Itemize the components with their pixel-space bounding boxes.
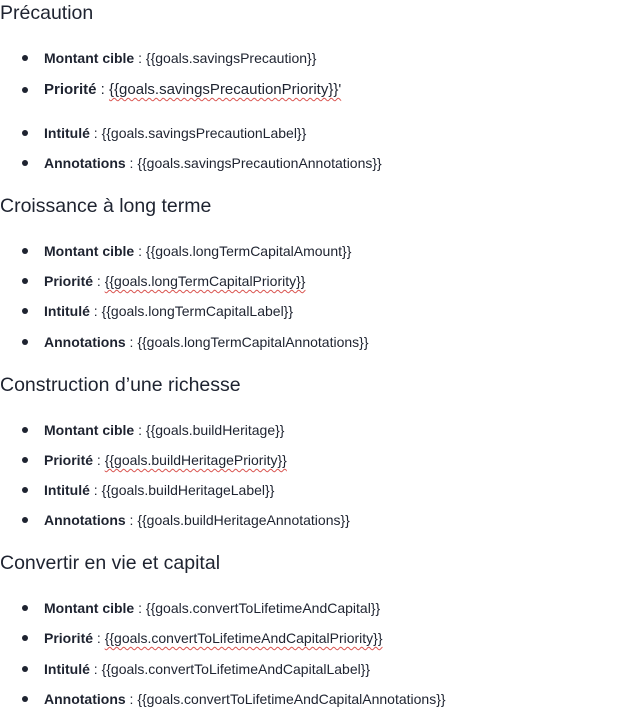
field-label: Annotations	[44, 512, 126, 528]
field-separator: :	[134, 243, 146, 259]
bullet-icon	[22, 666, 28, 672]
list-item	[22, 153, 382, 173]
field-separator: :	[125, 334, 138, 350]
bullet-icon	[22, 427, 28, 433]
section-title-convert-lifetime-capital: Convertir en vie et capital	[0, 552, 221, 574]
field-label: Intitulé	[44, 303, 90, 319]
field-label: Priorité	[44, 273, 94, 289]
field-label: Priorité	[44, 630, 94, 646]
list-item	[22, 80, 341, 100]
bullet-icon	[22, 55, 28, 61]
field-value: {{goals.convertToLifetimeAndCapitalLabel}}	[101, 661, 371, 677]
list-item	[22, 420, 284, 440]
field-label: Annotations	[44, 334, 126, 350]
bullet-icon	[22, 308, 28, 314]
section-title-build-wealth: Construction d’une richesse	[0, 374, 241, 396]
field-value: {{goals.savingsPrecaution}}	[145, 50, 317, 66]
field-value: {{goals.savingsPrecautionLabel}}	[101, 125, 307, 141]
field-value: {{goals.buildHeritage}}	[145, 422, 285, 438]
field-separator: :	[89, 125, 102, 141]
field-label: Intitulé	[44, 482, 90, 498]
field-separator: :	[93, 273, 105, 289]
field-label: Intitulé	[44, 125, 90, 141]
field-separator: :	[134, 600, 146, 616]
field-separator: :	[125, 691, 138, 707]
field-value: {{goals.longTermCapitalAnnotations}}	[137, 334, 369, 350]
list-item	[22, 450, 287, 470]
field-value: {{goals.buildHeritageLabel}}	[101, 482, 275, 498]
list-item	[22, 301, 293, 321]
field-value: {{goals.savingsPrecautionPriority}}'	[109, 81, 342, 98]
field-separator: :	[89, 661, 102, 677]
field-separator: :	[125, 512, 138, 528]
field-label: Annotations	[44, 691, 126, 707]
field-value: {{goals.buildHeritageAnnotations}}	[137, 512, 350, 528]
bullet-icon	[22, 248, 28, 254]
bullet-icon	[22, 487, 28, 493]
list-item	[22, 271, 305, 291]
list-item	[22, 598, 380, 618]
field-value: {{goals.convertToLifetimeAndCapitalAnnotations}}	[137, 691, 446, 707]
bullet-icon	[22, 278, 28, 284]
field-label: Montant cible	[44, 600, 135, 616]
field-value: {{goals.longTermCapitalAmount}}	[145, 243, 352, 259]
list-item	[22, 241, 351, 261]
field-separator: :	[125, 155, 138, 171]
bullet-icon	[22, 339, 28, 345]
section-title-long-term-growth: Croissance à long terme	[0, 195, 212, 217]
list-item	[22, 332, 369, 352]
list-item	[22, 480, 274, 500]
field-value: {{goals.longTermCapitalLabel}}	[101, 303, 294, 319]
bullet-icon	[22, 517, 28, 523]
field-separator: :	[93, 630, 105, 646]
list-item	[22, 689, 446, 709]
section-title-precaution: Précaution	[0, 2, 94, 24]
field-separator: :	[134, 50, 146, 66]
list-item	[22, 510, 350, 530]
bullet-icon	[22, 696, 28, 702]
field-label: Priorité	[44, 452, 94, 468]
field-separator: :	[89, 303, 102, 319]
field-label: Annotations	[44, 155, 126, 171]
field-separator: :	[89, 482, 102, 498]
bullet-icon	[22, 87, 28, 93]
field-label: Montant cible	[44, 243, 135, 259]
list-item	[22, 123, 306, 143]
field-value: {{goals.buildHeritagePriority}}	[104, 452, 287, 468]
field-label: Montant cible	[44, 422, 135, 438]
bullet-icon	[22, 160, 28, 166]
field-label: Intitulé	[44, 661, 90, 677]
bullet-icon	[22, 457, 28, 463]
bullet-icon	[22, 635, 28, 641]
list-item	[22, 659, 370, 679]
field-separator: :	[134, 422, 146, 438]
field-separator: :	[93, 452, 105, 468]
field-value: {{goals.longTermCapitalPriority}}	[104, 273, 306, 289]
list-item	[22, 628, 383, 648]
field-label: Montant cible	[44, 50, 135, 66]
field-label: Priorité	[44, 81, 97, 98]
list-item	[22, 48, 316, 68]
field-separator: :	[96, 81, 110, 98]
field-value: {{goals.savingsPrecautionAnnotations}}	[137, 155, 382, 171]
bullet-icon	[22, 130, 28, 136]
bullet-icon	[22, 605, 28, 611]
field-value: {{goals.convertToLifetimeAndCapitalPriority}}	[104, 630, 383, 646]
field-value: {{goals.convertToLifetimeAndCapital}}	[145, 600, 381, 616]
